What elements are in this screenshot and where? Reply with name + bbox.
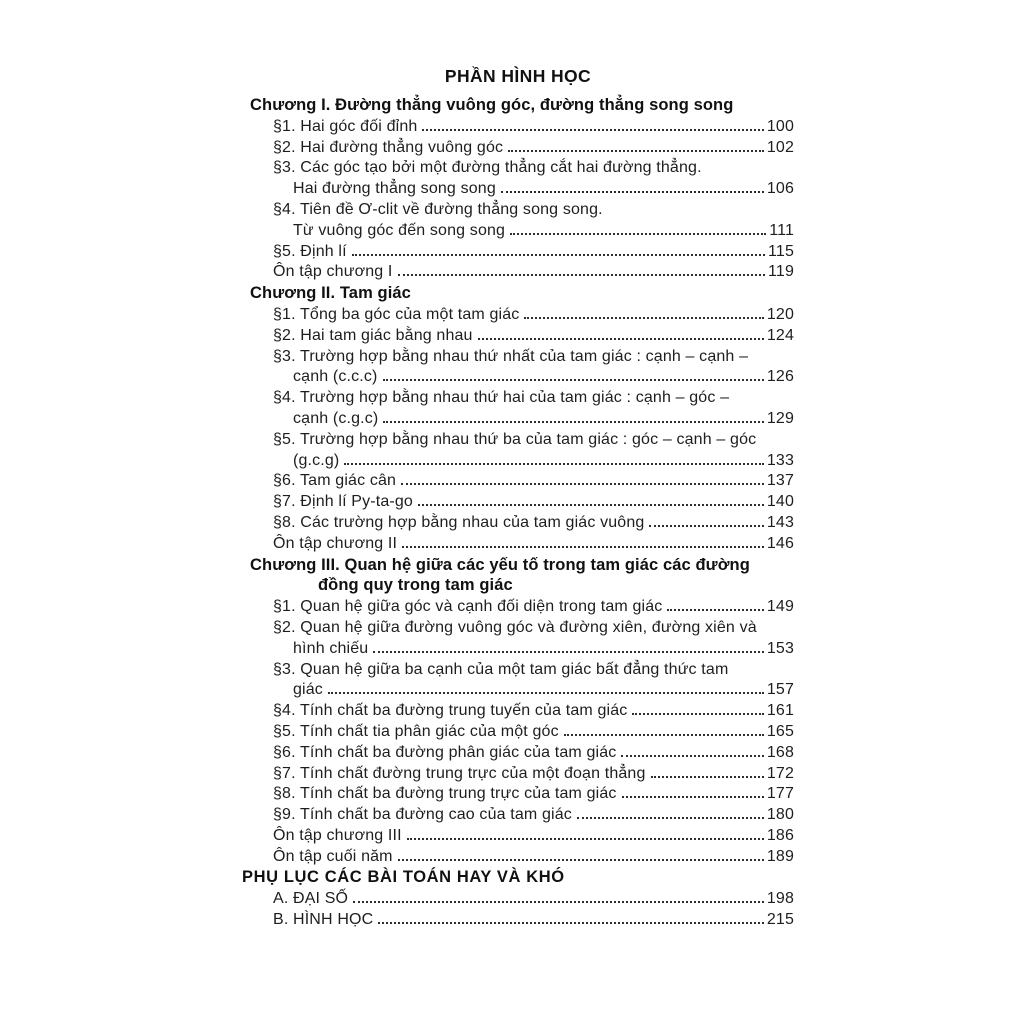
toc-entry-text: §5. Trường hợp bằng nhau thứ ba của tam giác : góc – cạnh – góc — [273, 430, 757, 448]
toc-entry — [242, 701, 794, 722]
toc-entry-line — [242, 451, 794, 472]
page-number: 189 — [766, 847, 794, 865]
dot-leader — [422, 129, 763, 131]
toc-entry-line — [242, 242, 794, 263]
toc-entry — [242, 764, 794, 785]
toc-entry-text: §8. Các trường hợp bằng nhau của tam giác vuông — [273, 513, 645, 531]
toc-entry-text: §8. Tính chất ba đường trung trực của tam giác — [273, 785, 617, 803]
dot-leader — [402, 546, 764, 548]
page-number: 133 — [766, 451, 794, 469]
dot-leader — [328, 692, 764, 694]
toc-entry — [242, 326, 794, 347]
toc-entry-line — [242, 492, 794, 513]
toc-entry-text: giác — [293, 681, 323, 699]
dot-leader — [418, 504, 764, 506]
page-number: 161 — [766, 702, 794, 720]
toc-entry — [242, 262, 794, 283]
toc-entry-text: Ôn tập chương III — [273, 826, 402, 844]
toc-entry-line — [242, 701, 794, 722]
page-number: 157 — [766, 681, 794, 699]
dot-leader — [352, 254, 765, 256]
toc-entry — [242, 138, 794, 159]
toc-entry — [242, 471, 794, 492]
toc-entry-line — [242, 513, 794, 534]
toc-entry-text: Ôn tập chương II — [273, 534, 398, 552]
toc-entry — [242, 597, 794, 618]
toc-entry-line — [242, 367, 794, 388]
dot-leader — [651, 776, 764, 778]
toc-entry-text: §1. Quan hệ giữa góc và cạnh đối diện trong tam giác — [273, 598, 663, 616]
toc-entry-text: §3. Các góc tạo bởi một đường thẳng cắt hai đường thẳng. — [273, 159, 702, 177]
page-number: 146 — [766, 534, 794, 552]
dot-leader — [373, 651, 764, 653]
page-number: 186 — [766, 826, 794, 844]
page-number: 115 — [768, 242, 794, 260]
page-number: 149 — [766, 598, 794, 616]
page-number: 168 — [766, 743, 794, 761]
section-heading — [242, 555, 794, 597]
section-heading-line: PHỤ LỤC CÁC BÀI TOÁN HAY VÀ KHÓ — [242, 868, 565, 887]
page-number: 140 — [766, 493, 794, 511]
toc-entry-text: hình chiếu — [293, 639, 369, 657]
page-number: 102 — [766, 138, 794, 156]
toc-entry-text: Hai đường thẳng song song — [293, 180, 496, 198]
toc-entry-line — [242, 534, 794, 555]
toc-entry-text: §9. Tính chất ba đường cao của tam giác — [273, 806, 572, 824]
toc-entry-text: §7. Định lí Py-ta-go — [273, 493, 413, 511]
toc-entry-text: §5. Tính chất tia phân giác của một góc — [273, 722, 559, 740]
toc-entry-line — [242, 764, 794, 785]
toc-entry-text: §2. Quan hệ giữa đường vuông góc và đường xiên, đường xiên và — [273, 618, 757, 636]
toc-entry-text: §2. Hai đường thẳng vuông góc — [273, 138, 504, 156]
toc-entry-line — [242, 388, 794, 409]
toc-entry-text: (g.c.g) — [293, 451, 340, 469]
page-number: 119 — [768, 263, 794, 281]
dot-leader — [478, 338, 764, 340]
toc-entry-line — [242, 639, 794, 660]
section-heading-line: đồng quy trong tam giác — [318, 576, 513, 595]
dot-leader — [667, 609, 763, 611]
toc-entry-line — [242, 597, 794, 618]
toc-entry-text: §1. Hai góc đối đỉnh — [273, 117, 418, 135]
page-number: 120 — [766, 305, 794, 323]
toc-entry — [242, 158, 794, 200]
toc-entry-text: §7. Tính chất đường trung trực của một đoạn thẳng — [273, 764, 646, 782]
page-number: 172 — [766, 764, 794, 782]
toc-entry — [242, 784, 794, 805]
dot-leader — [508, 150, 764, 152]
toc-entry — [242, 305, 794, 326]
dot-leader — [398, 859, 764, 861]
page-number: 153 — [766, 639, 794, 657]
toc-entry-line — [242, 826, 794, 847]
toc-entry-line — [242, 409, 794, 430]
toc-entry-text: A. ĐẠI SỐ — [273, 890, 349, 908]
toc-entry — [242, 242, 794, 263]
page-title: PHẦN HÌNH HỌC — [444, 66, 592, 86]
toc-entry-line — [242, 889, 794, 910]
dot-leader — [524, 317, 763, 319]
dot-leader — [383, 379, 764, 381]
dot-leader — [622, 796, 764, 798]
toc-entry — [242, 492, 794, 513]
dot-leader — [344, 463, 763, 465]
toc-entry — [242, 388, 794, 430]
toc-entry — [242, 513, 794, 534]
dot-leader — [510, 233, 766, 235]
section-heading — [242, 283, 794, 304]
page-number: 165 — [766, 722, 794, 740]
toc-entry-line — [242, 743, 794, 764]
dot-leader — [383, 421, 763, 423]
dot-leader — [649, 525, 763, 527]
toc-entry-line — [242, 117, 794, 138]
page-number: 143 — [766, 513, 794, 531]
section-heading — [242, 95, 794, 116]
toc-entry-line — [242, 618, 794, 639]
dot-leader — [401, 483, 764, 485]
toc-entry-line — [242, 430, 794, 451]
page-number: 180 — [766, 806, 794, 824]
toc-entry-line — [242, 680, 794, 701]
toc-entry-line — [242, 660, 794, 681]
toc-entry — [242, 910, 794, 931]
toc-sections — [242, 95, 794, 931]
toc-entry — [242, 805, 794, 826]
toc-entry-line — [242, 847, 794, 868]
toc-entry-text: §5. Định lí — [273, 242, 347, 260]
toc-entry — [242, 618, 794, 660]
toc-entry-text: Ôn tập chương I — [273, 263, 393, 281]
section-heading-line: Chương II. Tam giác — [250, 284, 411, 303]
toc-entry — [242, 660, 794, 702]
toc-entry — [242, 200, 794, 242]
toc-entry — [242, 117, 794, 138]
toc-entry-line — [242, 347, 794, 368]
toc-entry — [242, 430, 794, 472]
toc-entry-text: §4. Tính chất ba đường trung tuyến của tam giác — [273, 702, 628, 720]
page-number: 106 — [766, 180, 794, 198]
dot-leader — [577, 817, 764, 819]
table-of-contents — [242, 64, 794, 931]
page-number: 137 — [766, 472, 794, 490]
toc-entry — [242, 743, 794, 764]
toc-entry-line — [242, 326, 794, 347]
toc-entry-text: §3. Trường hợp bằng nhau thứ nhất của tam giác : cạnh – cạnh – — [273, 347, 749, 365]
toc-entry-line — [242, 784, 794, 805]
toc-entry-line — [242, 471, 794, 492]
toc-entry-line — [242, 722, 794, 743]
toc-section — [242, 283, 794, 554]
toc-entry — [242, 534, 794, 555]
toc-entry-line — [242, 200, 794, 221]
page-number: 100 — [766, 117, 794, 135]
toc-entry-text: §3. Quan hệ giữa ba cạnh của một tam giác bất đẳng thức tam — [273, 660, 729, 678]
toc-entry-text: §2. Hai tam giác bằng nhau — [273, 326, 473, 344]
toc-entry-line — [242, 305, 794, 326]
toc-entry-text: §6. Tam giác cân — [273, 472, 397, 490]
toc-entry-text: §6. Tính chất ba đường phân giác của tam giác — [273, 743, 617, 761]
dot-leader — [378, 922, 764, 924]
toc-entry-text: Từ vuông góc đến song song — [293, 221, 506, 239]
toc-entry — [242, 889, 794, 910]
toc-entry — [242, 826, 794, 847]
dot-leader — [398, 274, 766, 276]
toc-entry-text: §4. Trường hợp bằng nhau thứ hai của tam giác : cạnh – góc – — [273, 389, 730, 407]
page-number: 198 — [766, 890, 794, 908]
page-number: 111 — [769, 221, 794, 239]
toc-entry-line — [242, 221, 794, 242]
dot-leader — [407, 838, 764, 840]
toc-entry-text: cạnh (c.g.c) — [293, 409, 379, 427]
dot-leader — [632, 713, 763, 715]
dot-leader — [621, 755, 763, 757]
toc-entry-line — [242, 910, 794, 931]
page-number: 124 — [766, 326, 794, 344]
toc-section — [242, 867, 794, 930]
toc-entry-line — [242, 805, 794, 826]
toc-entry-line — [242, 158, 794, 179]
toc-entry-text: B. HÌNH HỌC — [273, 911, 374, 929]
toc-entry-line — [242, 138, 794, 159]
toc-entry — [242, 722, 794, 743]
section-heading-line: Chương III. Quan hệ giữa các yếu tố trong tam giác các đường — [250, 555, 750, 574]
toc-entry — [242, 847, 794, 868]
dot-leader — [501, 191, 764, 193]
dot-leader — [564, 734, 764, 736]
section-heading-line: Chương I. Đường thẳng vuông góc, đường thẳng song song — [250, 96, 734, 114]
toc-entry-text: cạnh (c.c.c) — [293, 368, 378, 386]
page-number: 126 — [766, 368, 794, 386]
toc-entry-line — [242, 262, 794, 283]
dot-leader — [353, 901, 764, 903]
toc-entry-text: §1. Tổng ba góc của một tam giác — [273, 305, 520, 323]
section-heading — [242, 867, 794, 888]
toc-entry — [242, 347, 794, 389]
toc-section — [242, 95, 794, 283]
toc-entry-text: Ôn tập cuối năm — [273, 847, 393, 865]
toc-entry-text: §4. Tiên đề Ơ-clit về đường thẳng song song. — [273, 200, 603, 218]
page-number: 129 — [766, 409, 794, 427]
page-number: 177 — [766, 785, 794, 803]
page-number: 215 — [766, 911, 794, 929]
toc-entry-line — [242, 179, 794, 200]
toc-section — [242, 555, 794, 868]
